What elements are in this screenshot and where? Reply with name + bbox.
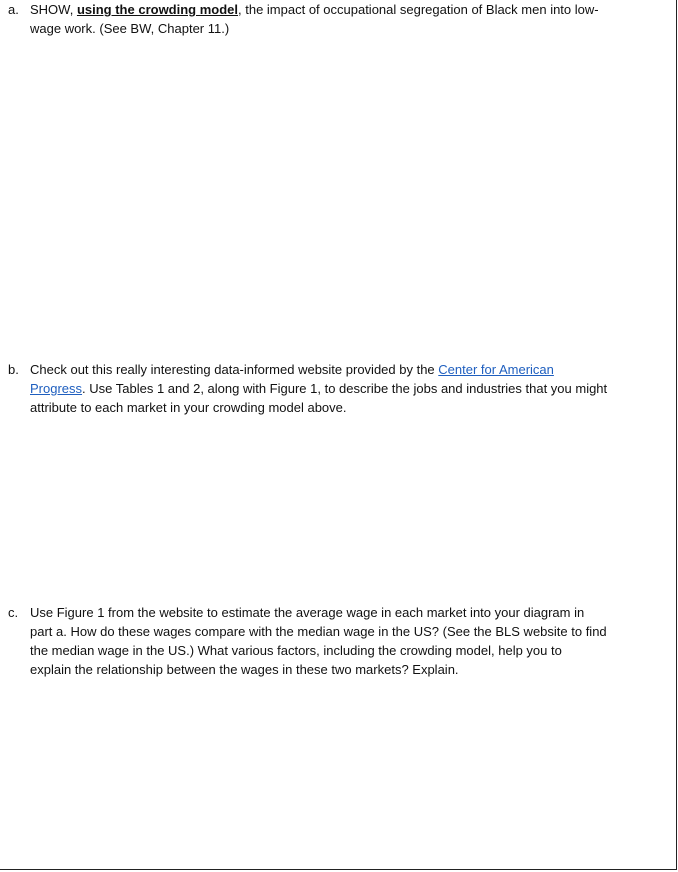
question-c <box>8 603 618 679</box>
question-a-line-1 <box>30 0 618 19</box>
question-b-line-2 <box>30 379 618 398</box>
question-b-line-1 <box>30 360 618 379</box>
question-b-intro: Check out this really interesting data-informed website provided by the <box>30 362 439 377</box>
crowding-model-emphasis: using the crowding model <box>76 2 239 17</box>
center-for-american-progress-link[interactable]: Center for American <box>438 362 554 377</box>
question-a-line-1-rest: , the impact of occupational segregation of Black men into low- <box>238 2 599 17</box>
question-a <box>8 0 618 38</box>
question-c-marker: c. <box>8 605 19 620</box>
question-b-text <box>30 360 618 417</box>
question-a-line-2: wage work. (See BW, Chapter 11.) <box>30 21 230 36</box>
question-c-text <box>30 603 618 679</box>
question-c-line-3: the median wage in the US.) What various factors, including the crowding model, help you to <box>30 643 562 658</box>
question-b <box>8 360 618 417</box>
question-b-line-3: attribute to each market in your crowding model above. <box>30 400 347 415</box>
center-for-american-progress-link-continued[interactable]: Progress <box>30 381 83 396</box>
question-b-marker: b. <box>8 362 19 377</box>
question-a-intro: SHOW, <box>30 2 77 17</box>
question-c-line-1: Use Figure 1 from the website to estimate the average wage in each market into your diagram in <box>30 605 585 620</box>
question-b-line-2-rest: . Use Tables 1 and 2, along with Figure 1, to describe the jobs and industries that you might <box>82 381 608 396</box>
question-a-marker: a. <box>8 2 19 17</box>
question-c-line-4: explain the relationship between the wages in these two markets? Explain. <box>30 662 459 677</box>
question-c-line-2: part a. How do these wages compare with the median wage in the US? (See the BLS website to find <box>30 624 607 639</box>
question-a-text <box>30 0 618 38</box>
